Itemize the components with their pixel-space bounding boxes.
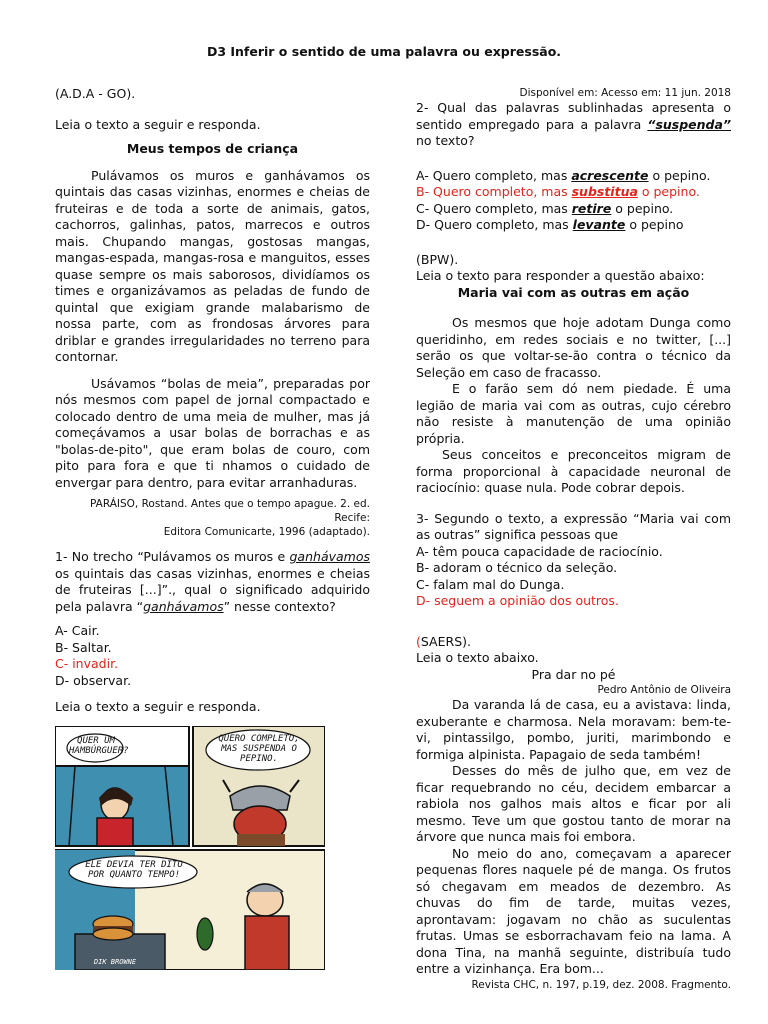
q1-option-c-answer: C- invadir.: [55, 656, 119, 671]
comic-bubble-2: QUERO COMPLETO, MAS SUSPENDA O PEPINO.: [218, 733, 300, 764]
q2-option-b-answer: B- Quero completo, mas substitua o pepino.: [416, 184, 700, 199]
text3-title: Pra dar no pé: [531, 666, 616, 682]
q2-option-c: C- Quero completo, mas retire o pepino.: [416, 200, 674, 216]
availability-note: Disponível em: Acesso em: 11 jun. 2018: [519, 87, 731, 99]
q3-option-b: B- adoram o técnico da seleção.: [416, 560, 618, 575]
comic-strip: [55, 726, 325, 970]
comic-signature: DIK BROWNE: [93, 957, 137, 966]
comic-bubble-1: QUER UM HAMBÚRGUER?: [69, 735, 129, 756]
question-3: 3- Segundo o texto, a expressão “Maria vai com as outras” significa pessoas que: [416, 510, 731, 542]
text3-citation: Revista CHC, n. 197, p.19, dez. 2008. Fragmento.: [471, 978, 731, 991]
q2-option-a: A- Quero completo, mas acrescente o pepino.: [416, 167, 711, 183]
q3-option-a: A- têm pouca capacidade de raciocínio.: [416, 543, 663, 559]
page-title: D3 Inferir o sentido de uma palavra ou expressão.: [206, 44, 562, 59]
q1-option-a: A- Cair.: [55, 623, 100, 638]
question-1: 1- No trecho “Pulávamos os muros e ganhávamos os quintais das casas vizinhas, enormes e cheias de fruteiras [...]”., qual o significado adquirido pela palavra “ganhávamos” nesse contexto?: [55, 549, 370, 614]
text3-paragraph-3: No meio do ano, começavam a aparecer pequenas flores naquele pé de manga. Os frutos só chegavam em meados de dezembro. As chuvas do fim de tarde, muitas vezes, aprontavam: jogavam no chão as suculentas frutas. Umas se esborrachavam feio na lama. A dona Tina, na manhã seguinte, distribuía tudo entre a vizinhança. Era bom...: [416, 845, 731, 976]
instruction-3: Leia o texto para responder a questão abaixo:: [416, 268, 705, 283]
highlight-word: “suspenda”: [647, 116, 731, 132]
highlight-word: ganhávamos: [143, 598, 224, 614]
text2-title: Maria vai com as outras em ação: [457, 284, 690, 300]
source-tag-2: (BPW).: [416, 251, 459, 267]
instruction-4: Leia o texto abaixo.: [416, 650, 539, 665]
source-tag-3: (SAERS).: [416, 633, 471, 649]
q3-option-d-answer: D- seguem a opinião dos outros.: [416, 593, 619, 608]
q2-option-d: D- Quero completo, mas levante o pepino: [416, 217, 684, 232]
comic-bubble-3: ELE DEVIA TER DITO POR QUANTO TEMPO!: [85, 859, 183, 880]
q1-option-d: D- observar.: [55, 672, 132, 688]
text2-paragraph-2: E o farão sem dó nem piedade. É uma legião de maria vai com as outras, cujo cérebro não resiste à manutenção de uma opinião própria.: [416, 381, 731, 446]
text3-paragraph-2: Desses do mês de julho que, em vez de ficar requebrando no céu, decidem embarcar a rabiola nos galhos mais altos e ficar por ali mesmo. Teve um que gostou tanto de morar na árvore que nunca mais foi embora.: [416, 763, 731, 844]
text2-paragraph-3: Seus conceitos e preconceitos migram de forma proporcional à capacidade neuronal de raciocínio: quase nula. Pode cobrar depois.: [416, 447, 731, 495]
source-tag: (A.D.A - GO).: [55, 86, 136, 101]
question-2: 2- Qual das palavras sublinhadas apresenta o sentido empregado para a palavra “suspenda” no texto?: [416, 100, 731, 148]
citation-line-2: Editora Comunicarte, 1996 (adaptado).: [163, 526, 370, 538]
highlight-word: ganhávamos: [289, 549, 370, 564]
instruction-2: Leia o texto a seguir e responda.: [55, 699, 261, 714]
q3-option-c: C- falam mal do Dunga.: [416, 576, 565, 592]
text-title: Meus tempos de criança: [126, 141, 299, 156]
text3-author: Pedro Antônio de Oliveira: [597, 684, 731, 696]
text-paragraph-2: Usávamos “bolas de meia”, preparadas por nós mesmos com papel de jornal compactado e colocado dentro de uma meia de mulher, mas já começávamos a usar bolas de borrachas e as "bolas-de-pito", que eram bolas de couro, com pito para fora e que ti nhamos o cuidado de envergar para dentro, para evitar arranhaduras.: [55, 375, 370, 490]
instruction: Leia o texto a seguir e responda.: [55, 116, 261, 132]
citation-line-1: PARÁISO, Rostand. Antes que o tempo apague. 2. ed. Recife:: [89, 498, 370, 524]
right-column: [416, 86, 731, 992]
text-paragraph-1: Pulávamos os muros e ganhávamos os quintais das casas vizinhas, enormes e cheias de fruteiras e de toda a sorte de animais, gatos, cachorros, galinhas, patos, marrecos e outros mais. Chupando mangas, gostosas mangas, mangas-espada, mangas-rosa e manguitos, esses quase sempre os mais saborosos, dividíamos os times e organizávamos as peladas de fundo de quintal que exigiam grande malabarismo de nossa parte, com as frondosas árvores para driblar e grandes irregularidades no terreno para contornar.: [55, 167, 370, 364]
left-column: [55, 86, 370, 970]
q1-option-b: B- Saltar.: [55, 639, 112, 655]
text2-paragraph-1: Os mesmos que hoje adotam Dunga como queridinho, em redes sociais e no twitter, [...] serão os que voltar-se-ão contra o técnico da Seleção em caso de fracasso.: [416, 315, 731, 380]
text3-paragraph-1: Da varanda lá de casa, eu a avistava: linda, exuberante e charmosa. Nela moravam: bem-te-vi, pintassilgo, pombo, juriti, marimbondo e formiga alpinista. Papagaio de seda também!: [416, 697, 731, 762]
